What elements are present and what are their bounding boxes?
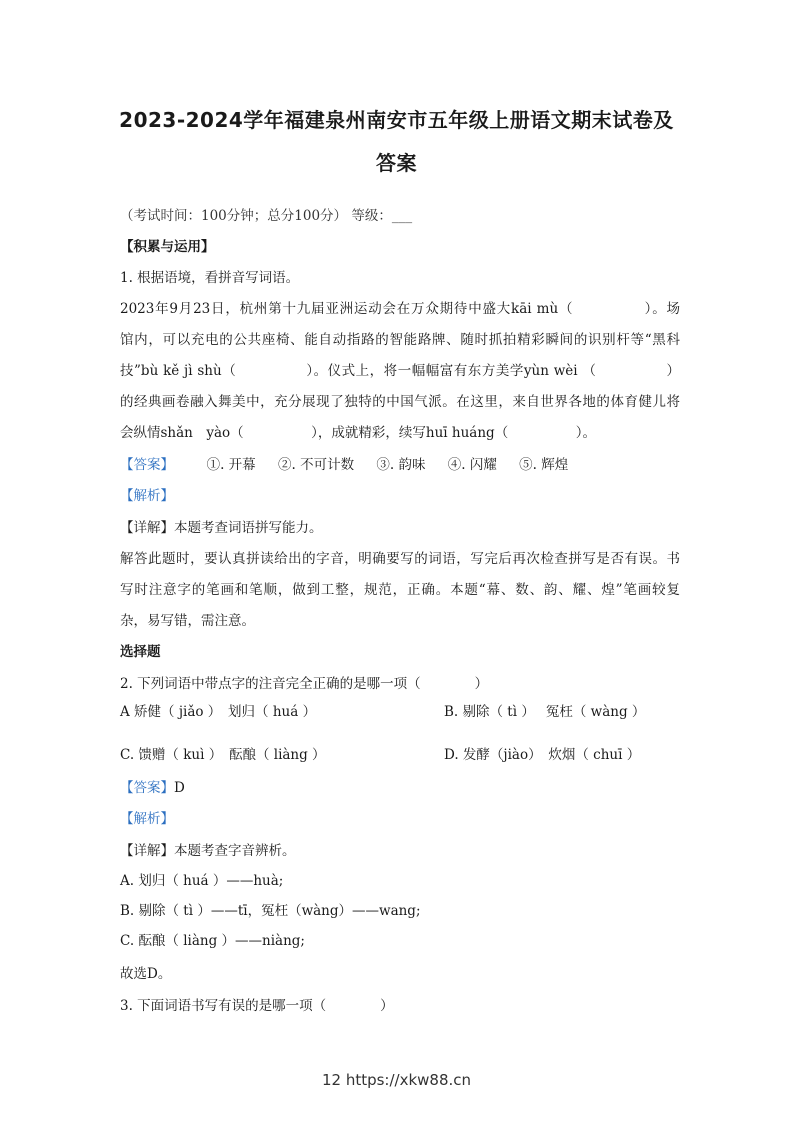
question-2-option-b: B. 剔除（ tì ） 冤枉（ wàng ） — [444, 704, 646, 720]
answer-label: 【答案】 — [120, 780, 174, 796]
question-2-option-a: A 矫健（ jiǎo ） 划归（ huá ） — [120, 704, 317, 720]
answer-item: ③. 韵味 — [376, 457, 426, 473]
question-1-detail-line: 解答此题时，要认真拼读给出的字音，明确要写的词语，写完后再次检查拼写是否有误。书 — [120, 551, 680, 567]
question-2-answer — [120, 779, 680, 797]
question-1-analysis-label: 【解析】 — [120, 488, 174, 504]
question-1-paragraph-line: 的经典画卷融入舞美中，充分展现了独特的中国气派。在这里，来自世界各地的体育健儿将 — [120, 394, 680, 410]
answer-item: ④. 闪耀 — [447, 457, 497, 473]
question-2-detail-line: 故选D。 — [120, 966, 172, 982]
question-1-detail-line: 写时注意字的笔画和笔顺，做到工整，规范，正确。本题“幕、数、韵、耀、煌”笔画较复 — [120, 582, 680, 598]
answer-item: ①. 开幕 — [206, 457, 256, 473]
question-2-option-c: C. 馈赠（ kuì ） 酝酿（ liàng ） — [120, 747, 326, 763]
answer-item: ⑤. 辉煌 — [519, 457, 569, 473]
section-heading-accumulation: 【积累与运用】 — [120, 239, 215, 255]
answer-item: ②. 不可计数 — [277, 457, 355, 473]
question-2-stem: 2. 下列词语中带点字的注音完全正确的是哪一项（ ） — [120, 676, 489, 692]
answer-value: D — [174, 780, 185, 796]
question-1-paragraph-line: 会纵情shǎn yào（ ），成就精彩，续写huī huáng（ ）。 — [120, 425, 596, 441]
question-2-detail-line: B. 剔除（ tì ）——tī，冤枉（wàng）——wang; — [120, 903, 421, 919]
question-1-paragraph-line: 2023年9月23日，杭州第十九届亚洲运动会在万众期待中盛大kāi mù（ ）。场 — [120, 301, 680, 317]
page-footer: 12 https://xkw88.cn — [321, 1071, 472, 1089]
question-2-option-d: D. 发酵（jiào） 炊烟（ chuī ） — [444, 747, 641, 763]
exam-info: （考试时间：100分钟；总分100分） 等级：___ — [120, 208, 413, 224]
question-1-stem: 1. 根据语境，看拼音写词语。 — [120, 270, 300, 286]
question-1-detail-line: 杂，易写错，需注意。 — [120, 613, 255, 629]
page-title-line1: 2023-2024学年福建泉州南安市五年级上册语文期末试卷及 — [119, 108, 674, 132]
question-1-answer — [120, 456, 680, 474]
answer-label: 【答案】 — [120, 457, 174, 473]
question-1-detail-label: 【详解】本题考查词语拼写能力。 — [120, 520, 323, 536]
question-2-detail-line: A. 划归（ huá ）——huà; — [120, 873, 284, 889]
question-2-analysis-label: 【解析】 — [120, 811, 174, 827]
question-1-paragraph-line: 馆内，可以充电的公共座椅、能自动指路的智能路牌、随时抓拍精彩瞬间的识别杆等“黑科 — [120, 332, 680, 348]
question-3-stem: 3. 下面词语书写有误的是哪一项（ ） — [120, 998, 394, 1014]
question-2-detail-line: C. 酝酿（ liàng ）——niàng; — [120, 933, 305, 949]
section-heading-choice: 选择题 — [120, 644, 161, 660]
page-title-line2: 答案 — [376, 151, 417, 175]
question-1-paragraph-line: 技”bù kě jì shù（ ）。仪式上，将一幅幅富有东方美学yùn wèi （ ） — [120, 363, 680, 379]
question-2-detail-label: 【详解】本题考查字音辨析。 — [120, 843, 296, 859]
